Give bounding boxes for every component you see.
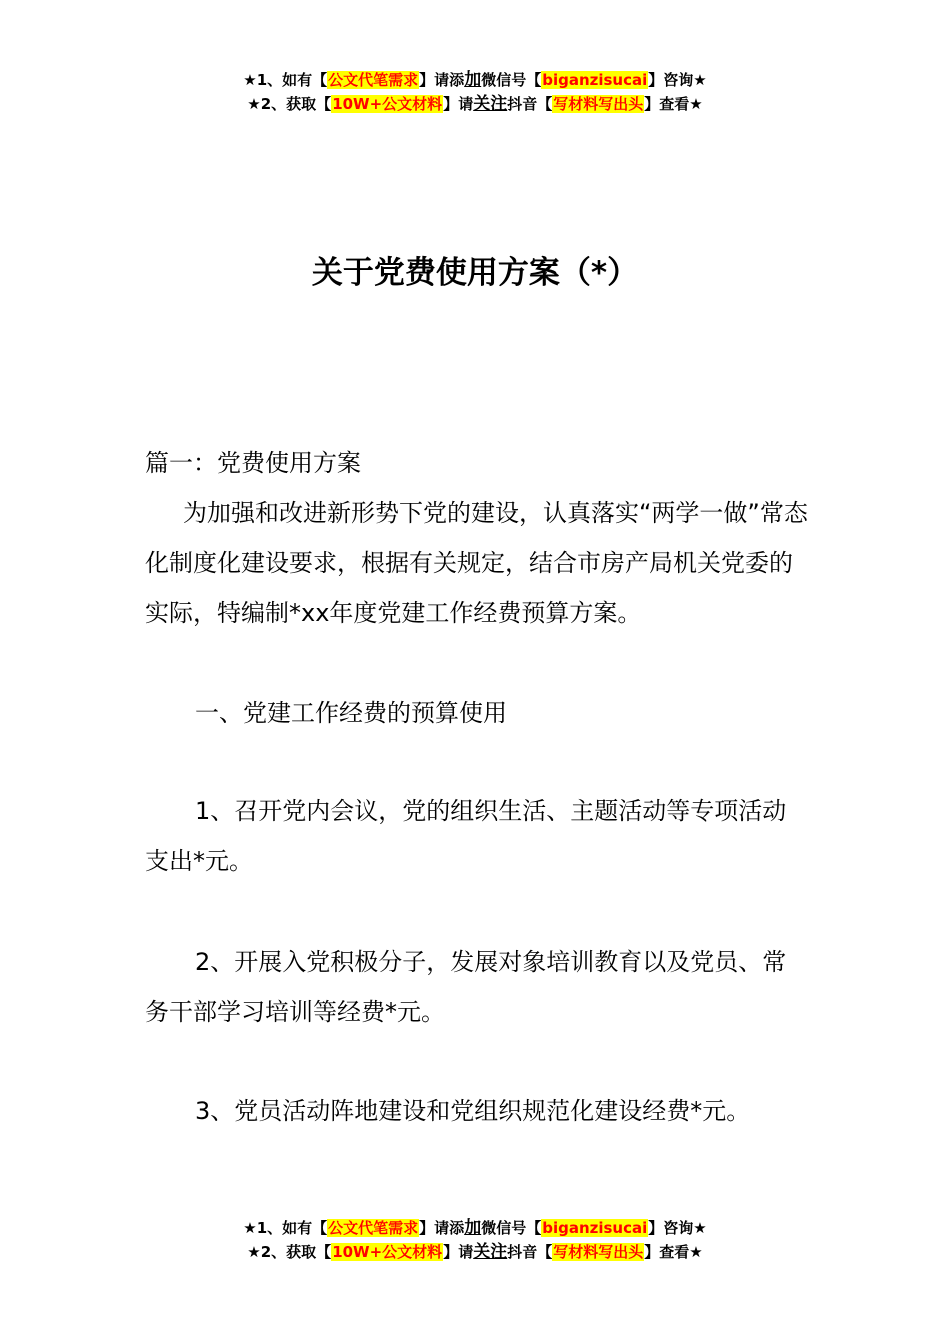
budget-item-2: 2、开展入党积极分子，发展对象培训教育以及党员、常务干部学习培训等经费*元。 [145,948,787,1026]
banner-text: 】请添 [419,1219,465,1237]
banner-text: 】请添 [419,71,465,89]
banner-line-2 [0,1240,950,1264]
banner-line-1 [0,68,950,92]
banner-text: 抖音【 [507,95,553,113]
banner-text: ★1、如有【 [243,71,328,89]
banner-text: 】咨询★ [648,1219,707,1237]
banner-highlight: biganzisucai [542,71,648,89]
banner-highlight: 写材料写出头 [553,1243,644,1261]
banner-emphasis: 加 [464,1218,482,1238]
banner-text: 】查看★ [644,1243,703,1261]
footer-banner [0,1216,950,1264]
document-title: 关于党费使用方案（*） [311,255,639,291]
banner-text: 】查看★ [644,95,703,113]
banner-text: 抖音【 [507,1243,553,1261]
banner-highlight: 10W+公文材料 [332,95,443,113]
banner-emphasis: 加 [464,70,482,90]
banner-text: 微信号【 [481,71,542,89]
banner-highlight: 写材料写出头 [553,95,644,113]
banner-line-2 [0,92,950,116]
banner-text: 】请 [443,1243,474,1261]
banner-line-1 [0,1216,950,1240]
budget-item-3: 3、党员活动阵地建设和党组织规范化建设经费*元。 [195,1097,751,1125]
banner-text: ★2、获取【 [247,95,332,113]
banner-text: 】请 [443,95,474,113]
banner-text: 微信号【 [481,1219,542,1237]
banner-text: ★1、如有【 [243,1219,328,1237]
banner-text: 】咨询★ [648,71,707,89]
intro-paragraph: 为加强和改进新形势下党的建设，认真落实“两学一做”常态化制度化建设要求，根据有关规定，结合市房产局机关党委的实际，特编制*xx年度党建工作经费预算方案。 [145,499,808,627]
banner-emphasis: 关注 [473,1242,508,1262]
banner-emphasis: 关注 [473,94,508,114]
header-banner [0,68,950,116]
chapter-heading: 篇一：党费使用方案 [145,449,361,477]
banner-highlight: 公文代笔需求 [328,71,419,89]
banner-highlight: 10W+公文材料 [332,1243,443,1261]
banner-highlight: biganzisucai [542,1219,648,1237]
budget-item-1: 1、召开党内会议，党的组织生活、主题活动等专项活动支出*元。 [145,797,787,875]
banner-text: ★2、获取【 [247,1243,332,1261]
banner-highlight: 公文代笔需求 [328,1219,419,1237]
section-heading: 一、党建工作经费的预算使用 [195,699,507,727]
